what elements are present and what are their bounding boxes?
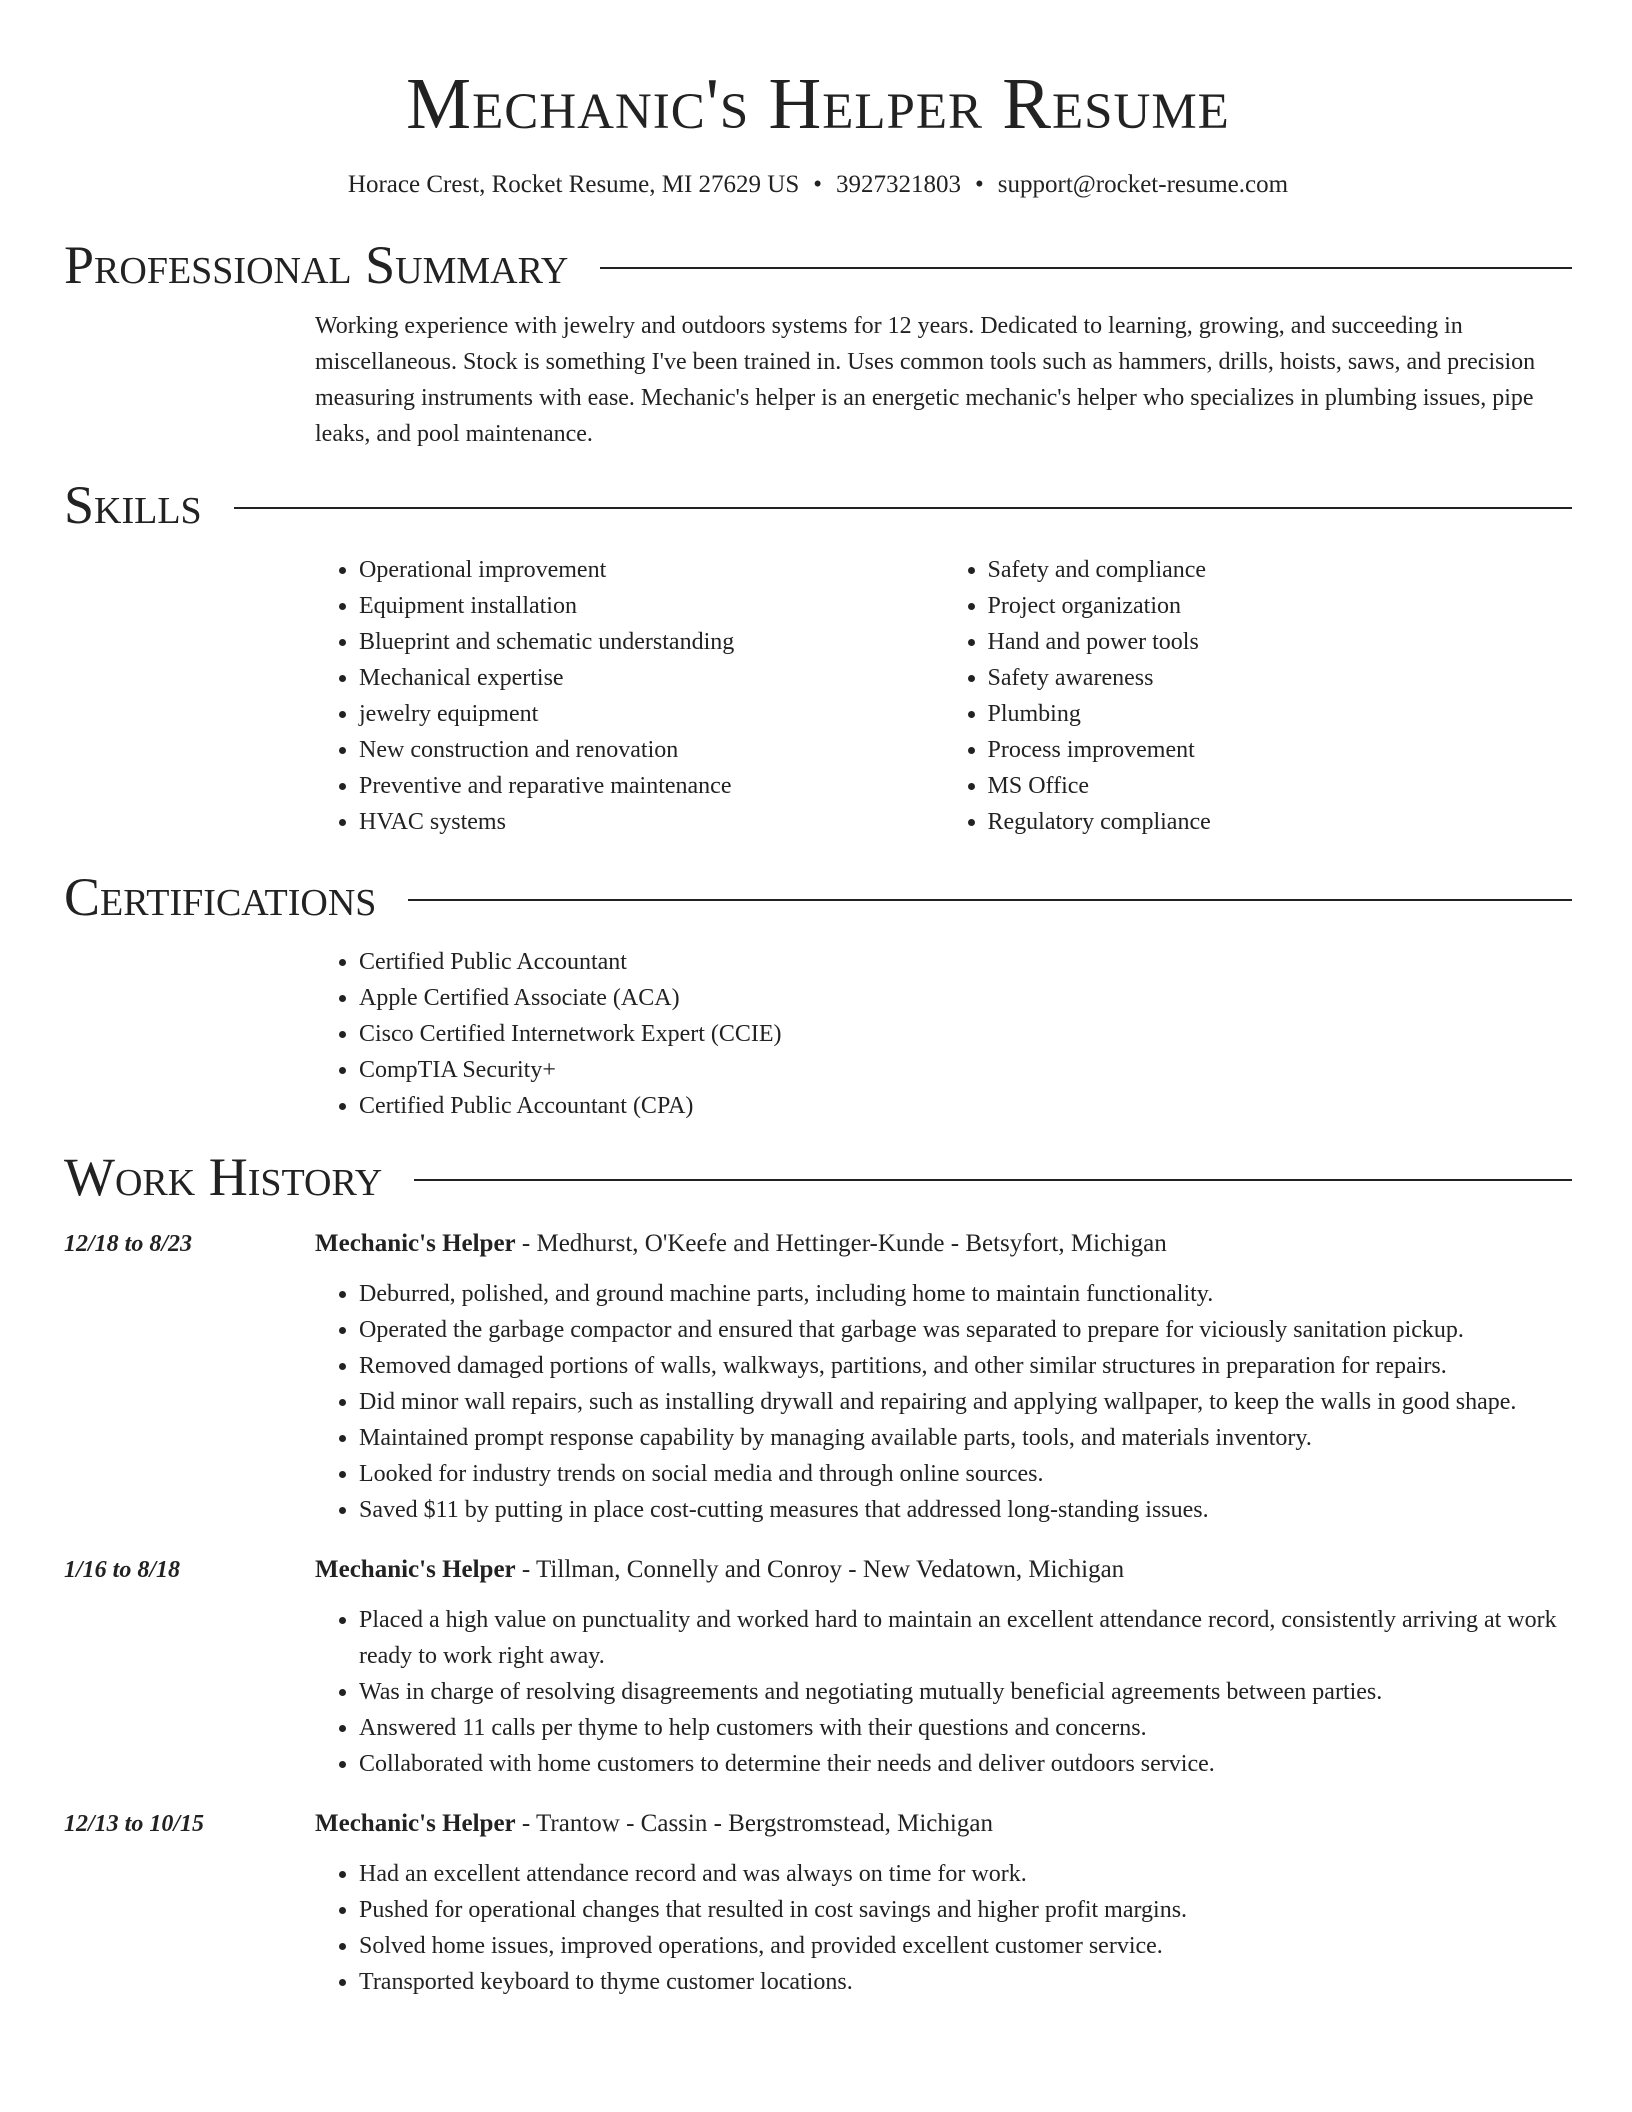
skill-item: • MS Office bbox=[988, 768, 1573, 804]
certification-item: • Certified Public Accountant bbox=[359, 944, 1572, 980]
summary-body bbox=[315, 308, 1572, 452]
skills-section bbox=[64, 474, 1572, 840]
skill-item: • New construction and renovation bbox=[359, 732, 944, 768]
job-bullet: • Collaborated with home customers to determine their needs and deliver outdoors service. bbox=[359, 1746, 1572, 1782]
job-bullet: • Removed damaged portions of walls, walkways, partitions, and other similar structures in preparation for repairs. bbox=[359, 1348, 1572, 1384]
skill-item: • Project organization bbox=[988, 588, 1573, 624]
job-entry bbox=[64, 1226, 1572, 1528]
resume-page bbox=[64, 0, 1572, 2000]
skill-item: • Regulatory compliance bbox=[988, 804, 1573, 840]
contact-separator: • bbox=[813, 171, 822, 198]
skills-list-left bbox=[315, 552, 944, 840]
skill-item: • Plumbing bbox=[988, 696, 1573, 732]
contact-email: support@rocket-resume.com bbox=[997, 171, 1289, 198]
skill-item: • Hand and power tools bbox=[988, 624, 1573, 660]
section-header bbox=[64, 1146, 1572, 1208]
job-employer: - Tillman, Connelly and Conroy - New Vedatown, Michigan bbox=[515, 1556, 1125, 1583]
certification-item: • Cisco Certified Internetwork Expert (CCIE) bbox=[359, 1016, 1572, 1052]
job-header bbox=[315, 1806, 1572, 1842]
certification-item: • CompTIA Security+ bbox=[359, 1052, 1572, 1088]
job-main bbox=[315, 1226, 1572, 1528]
job-dates: 12/18 to 8/23 bbox=[64, 1231, 193, 1257]
skill-item: • jewelry equipment bbox=[359, 696, 944, 732]
summary-text: Working experience with jewelry and outdoors systems for 12 years. Dedicated to learning, growing, and succeeding in miscellaneous. Stock is something I've been trained in. Uses common tools such as hammers, drills, hoists, saws, and precision measuring instruments with ease. Mechanic's helper is an energetic mechanic's helper who specializes in plumbing issues, pipe leaks, and pool maintenance. bbox=[315, 313, 1536, 447]
contact-phone: 3927321803 bbox=[836, 171, 961, 198]
job-bullet: • Pushed for operational changes that resulted in cost savings and higher profit margins. bbox=[359, 1892, 1572, 1928]
job-bullet: • Deburred, polished, and ground machine parts, including home to maintain functionality. bbox=[359, 1276, 1572, 1312]
work-history-heading: Work History bbox=[64, 1147, 383, 1207]
certifications-heading: Certifications bbox=[64, 867, 377, 927]
certifications-body bbox=[315, 944, 1572, 1124]
job-dates: 1/16 to 8/18 bbox=[64, 1557, 181, 1583]
job-bullet: • Answered 11 calls per thyme to help customers with their questions and concerns. bbox=[359, 1710, 1572, 1746]
section-divider bbox=[408, 899, 1572, 901]
job-employer: - Medhurst, O'Keefe and Hettinger-Kunde - Betsyfort, Michigan bbox=[515, 1230, 1167, 1257]
job-bullet: • Was in charge of resolving disagreements and negotiating mutually beneficial agreements between parties. bbox=[359, 1674, 1572, 1710]
job-bullet: • Maintained prompt response capability by managing available parts, tools, and materials inventory. bbox=[359, 1420, 1572, 1456]
job-header bbox=[315, 1552, 1572, 1588]
summary-heading: Professional Summary bbox=[64, 235, 569, 295]
skill-item: • Operational improvement bbox=[359, 552, 944, 588]
certification-item: • Certified Public Accountant (CPA) bbox=[359, 1088, 1572, 1124]
section-divider bbox=[414, 1179, 1572, 1181]
skill-item: • Mechanical expertise bbox=[359, 660, 944, 696]
skill-item: • Process improvement bbox=[988, 732, 1573, 768]
skill-item: • Blueprint and schematic understanding bbox=[359, 624, 944, 660]
job-bullets bbox=[315, 1276, 1572, 1528]
job-entry bbox=[64, 1552, 1572, 1782]
job-bullets bbox=[315, 1602, 1572, 1782]
skill-item: • HVAC systems bbox=[359, 804, 944, 840]
page-title: Mechanic's Helper Resume bbox=[406, 63, 1230, 144]
contact-line bbox=[64, 170, 1572, 200]
section-divider bbox=[600, 267, 1572, 269]
job-bullet: • Looked for industry trends on social media and through online sources. bbox=[359, 1456, 1572, 1492]
contact-address: Horace Crest, Rocket Resume, MI 27629 US bbox=[347, 171, 800, 198]
job-header bbox=[315, 1226, 1572, 1262]
job-bullets bbox=[315, 1856, 1572, 2000]
job-title: Mechanic's Helper bbox=[315, 1556, 516, 1583]
work-history-section bbox=[64, 1146, 1572, 2000]
job-bullet: • Saved $11 by putting in place cost-cutting measures that addressed long-standing issues. bbox=[359, 1492, 1572, 1528]
certification-item: • Apple Certified Associate (ACA) bbox=[359, 980, 1572, 1016]
skills-heading: Skills bbox=[64, 475, 202, 535]
job-bullet: • Placed a high value on punctuality and worked hard to maintain an excellent attendance record, consistently arriving at work ready to work right away. bbox=[359, 1602, 1572, 1674]
section-header bbox=[64, 474, 1572, 536]
skills-grid bbox=[315, 552, 1572, 840]
skill-item: • Preventive and reparative maintenance bbox=[359, 768, 944, 804]
certifications-section bbox=[64, 866, 1572, 1124]
job-bullet: • Had an excellent attendance record and was always on time for work. bbox=[359, 1856, 1572, 1892]
job-bullet: • Did minor wall repairs, such as installing drywall and repairing and applying wallpaper, to keep the walls in good shape. bbox=[359, 1384, 1572, 1420]
jobs-list bbox=[64, 1226, 1572, 2000]
skill-item: • Safety and compliance bbox=[988, 552, 1573, 588]
job-bullet: • Operated the garbage compactor and ensured that garbage was separated to prepare for viciously sanitation pickup. bbox=[359, 1312, 1572, 1348]
job-title: Mechanic's Helper bbox=[315, 1810, 516, 1837]
section-divider bbox=[234, 507, 1572, 509]
skill-item: • Equipment installation bbox=[359, 588, 944, 624]
job-entry bbox=[64, 1806, 1572, 2000]
summary-section bbox=[64, 234, 1572, 452]
skill-item: • Safety awareness bbox=[988, 660, 1573, 696]
job-employer: - Trantow - Cassin - Bergstromstead, Michigan bbox=[515, 1810, 993, 1837]
contact-separator: • bbox=[975, 171, 984, 198]
certifications-list bbox=[315, 944, 1572, 1124]
job-title: Mechanic's Helper bbox=[315, 1230, 516, 1257]
skills-body bbox=[315, 552, 1572, 840]
job-main bbox=[315, 1806, 1572, 2000]
skills-list-right bbox=[944, 552, 1573, 840]
job-dates: 12/13 to 10/15 bbox=[64, 1811, 205, 1837]
section-header bbox=[64, 866, 1572, 928]
job-main bbox=[315, 1552, 1572, 1782]
section-header bbox=[64, 234, 1572, 296]
job-bullet: • Solved home issues, improved operations, and provided excellent customer service. bbox=[359, 1928, 1572, 1964]
job-bullet: • Transported keyboard to thyme customer locations. bbox=[359, 1964, 1572, 2000]
